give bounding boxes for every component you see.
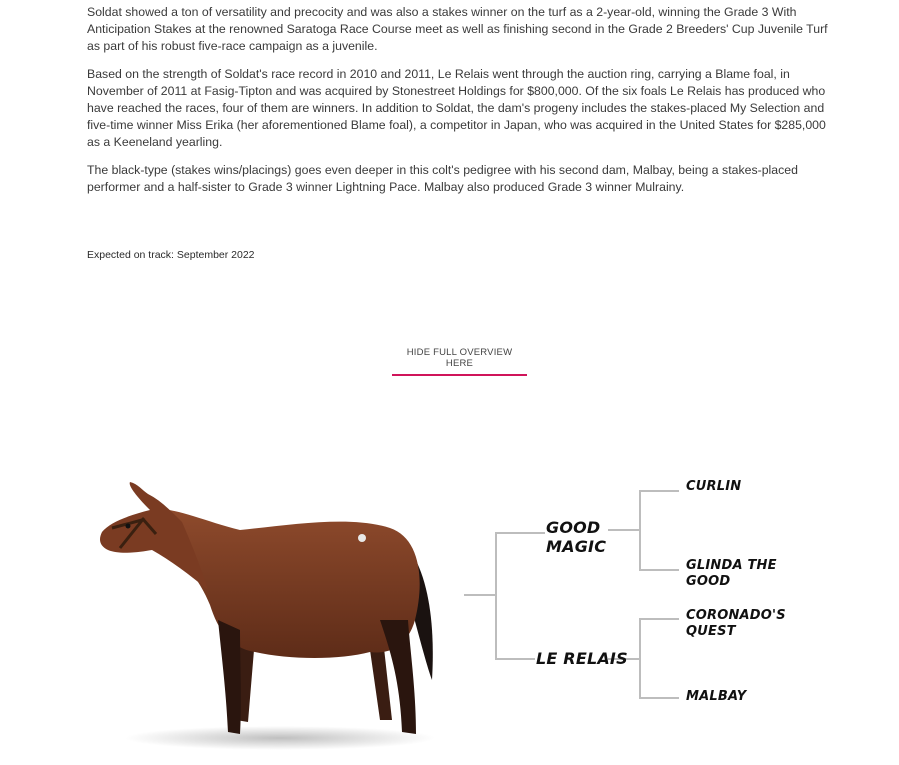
- connector-sire-dam: [639, 569, 679, 571]
- expected-on-track: Expected on track: September 2022: [87, 249, 255, 261]
- connector-root: [464, 594, 496, 596]
- connector-sire: [495, 532, 545, 534]
- connector-dam-dam: [639, 697, 679, 699]
- pedigree-sire-sire: CURLIN: [686, 479, 742, 494]
- paragraph-racing-record: Soldat showed a ton of versatility and precocity and was also a stakes winner on the turf as a 2-year-old, winning the Grade 3 With Anticipation Stakes at the renowned Saratoga Race Course meet as well as finishing second in the Grade 2 Breeders' Cup Juvenile Turf as part of his robust five-race campaign as a juvenile.: [87, 5, 828, 54]
- article-body: [87, 4, 832, 206]
- hide-overview-link[interactable]: HIDE FULL OVERVIEW HERE: [392, 347, 527, 376]
- pedigree-chart: [462, 470, 882, 730]
- pedigree-dam: LE RELAIS: [536, 649, 628, 668]
- connector-dam-sire: [639, 618, 679, 620]
- connector-dam: [495, 658, 535, 660]
- pedigree-sire-dam: GLINDA THE GOOD: [686, 558, 777, 589]
- connector-sire-out: [608, 529, 640, 531]
- connector-dam-vertical: [639, 618, 641, 698]
- paragraph-black-type: The black-type (stakes wins/placings) goes even deeper in this colt's pedigree with his second dam, Malbay, being a stakes-placed performer and a half-sister to Grade 3 winner Lightning Pace. Malbay also produced Grade 3 winner Mulrainy.: [87, 162, 798, 194]
- connector-sire-sire: [639, 490, 679, 492]
- pedigree-sire: GOOD MAGIC: [546, 518, 607, 557]
- horse-image: [90, 470, 460, 760]
- pedigree-dam-sire: CORONADO'S QUEST: [686, 608, 786, 639]
- connector-root-vertical: [495, 532, 497, 659]
- pedigree-dam-dam: MALBAY: [686, 689, 747, 704]
- paragraph-dam-history: Based on the strength of Soldat's race record in 2010 and 2011, Le Relais went through the auction ring, carrying a Blame foal, in November of 2011 at Fasig-Tipton and was acquired by Stonestreet Holdings for $800,000. Of the six foals Le Relais has produced who have reached the races, four of them are winners. In addition to Soldat, the dam's progeny includes the stakes-placed My Selection and five-time winner Miss Erika (her aforementioned Blame foal), a competitor in Japan, who was acquired in the United States for $285,000 as a Keeneland yearling.: [87, 66, 826, 150]
- connector-sire-vertical: [639, 490, 641, 570]
